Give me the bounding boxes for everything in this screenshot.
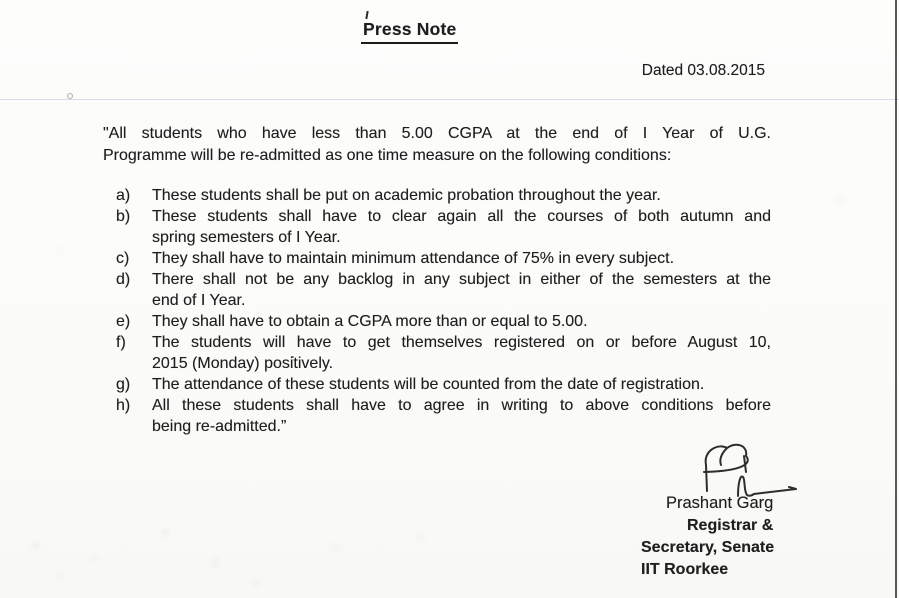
signatory-designation: Secretary, Senate [641,539,775,556]
signatory-designation: IIT Roorkee [641,561,729,578]
condition-marker: a) [116,187,131,204]
condition-text: These students shall be put on academic probation throughout the year. [152,187,661,204]
intro-line: "All students who have less than 5.00 CGPA at the end of I Year of U.G. [103,125,771,142]
signatory-designation: Registrar & [687,517,774,534]
condition-text: They shall have to obtain a CGPA more than or equal to 5.00. [152,313,588,330]
condition-marker: d) [116,271,131,288]
signature-ink-icon [692,441,804,501]
condition-text: They shall have to maintain minimum attendance of 75% in every subject. [152,250,675,267]
scan-artifact-tick [365,11,368,19]
condition-marker: b) [116,208,131,225]
signatory-name: Prashant Garg [666,494,774,512]
document-title: Press Note [361,19,458,44]
conditions-list [116,185,771,437]
scan-artifact-right-edge-line [895,0,897,598]
condition-item [116,374,771,395]
scan-artifact-horizontal-line [0,99,899,100]
condition-marker: c) [116,250,130,267]
condition-item [116,206,771,248]
condition-item [116,311,771,332]
condition-item [116,248,771,269]
condition-item [116,185,771,206]
condition-text: All these students shall have to agree in writing to above conditions before being re-admitted.” [152,397,771,435]
condition-item [116,395,771,437]
condition-text: The attendance of these students will be counted from the date of registration. [152,376,705,393]
condition-marker: h) [116,397,131,414]
condition-item [116,332,771,374]
condition-marker: g) [116,376,131,393]
condition-item [116,269,771,311]
condition-text: The students will have to get themselves registered on or before August 10, 2015 (Monday) positively. [152,334,771,372]
condition-marker: f) [116,334,126,351]
condition-text: There shall not be any backlog in any subject in either of the semesters at the end of I Year. [152,271,771,309]
scan-artifact-speck [67,93,73,99]
condition-text: These students shall have to clear again all the courses of both autumn and spring semesters of I Year. [152,208,771,246]
scan-artifact-noise [0,0,1,1]
date-line: Dated 03.08.2015 [641,62,765,79]
intro-line: Programme will be re-admitted as one time measure on the following conditions: [103,146,672,164]
condition-marker: e) [116,313,131,330]
intro-paragraph [103,123,771,166]
